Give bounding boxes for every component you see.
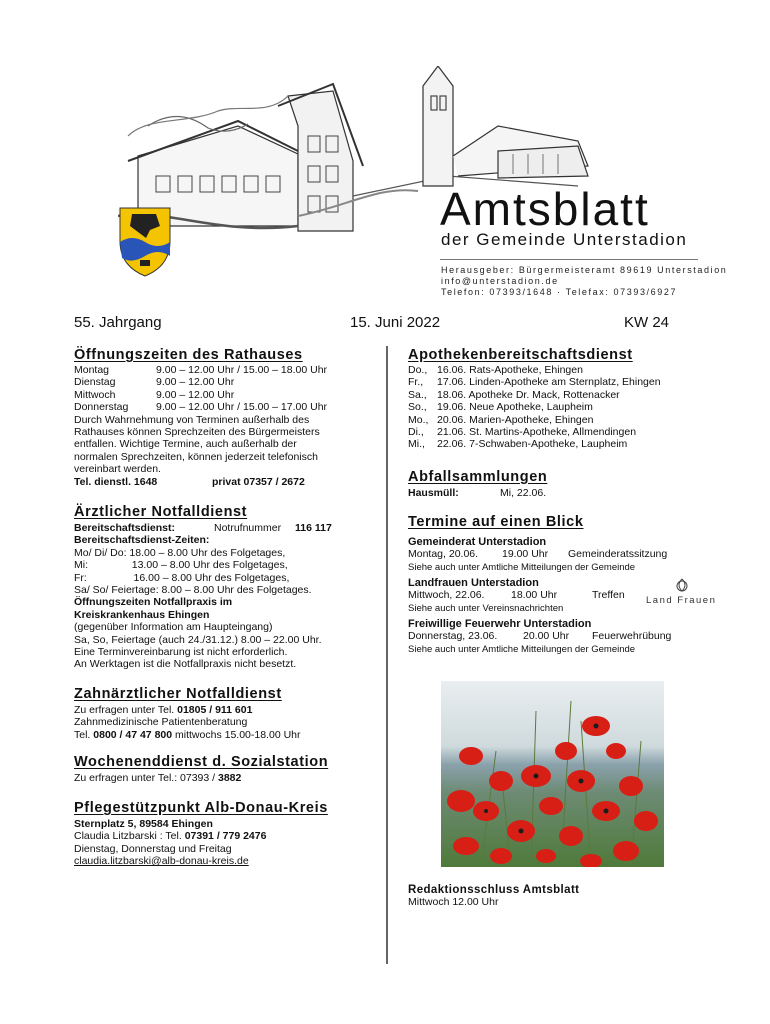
hours-day: Mittwoch	[74, 388, 116, 401]
abfall-section	[408, 469, 708, 499]
hours-row	[74, 364, 374, 376]
hours-time: 9.00 – 12.00 Uhr	[156, 388, 235, 401]
zahnarzt-heading: Zahnärztlicher Notfalldienst	[74, 686, 282, 702]
termin-date: Donnerstag, 23.06.	[408, 630, 498, 642]
termin-time: 18.00 Uhr	[511, 589, 558, 601]
apotheke-entry: 20.06. Marien-Apotheke, Ehingen	[437, 413, 594, 426]
apotheke-day: Fr.,	[408, 376, 424, 389]
termin-org: Landfrauen Unterstadion	[408, 577, 539, 589]
abfall-value: Mi, 22.06.	[500, 487, 547, 499]
hours-day: Montag	[74, 364, 110, 376]
pflege-contact-prefix: Claudia Litzbarski : Tel.	[74, 830, 182, 843]
issue-date: 15. Juni 2022	[350, 314, 441, 331]
termin-event: Treffen	[592, 589, 625, 601]
pflege-section	[74, 800, 374, 868]
hours-day: Donnerstag	[74, 401, 129, 414]
rathaus-heading: Öffnungszeiten des Rathauses	[74, 347, 303, 363]
abfall-label: Hausmüll:	[408, 487, 459, 499]
termin-group	[408, 536, 708, 573]
apotheke-row	[408, 426, 708, 438]
coat-of-arms-icon	[120, 208, 170, 276]
praxis-line: An Werktagen ist die Notfallpraxis nicht besetzt.	[74, 658, 297, 671]
email-line[interactable]: info@unterstadion.de	[441, 276, 559, 286]
sozial-number: 3882	[218, 772, 242, 784]
praxis-title-line: Kreiskrankenhaus Ehingen	[74, 608, 210, 621]
masthead-divider	[440, 259, 698, 260]
arzt-zeiten-line: Mo/ Di/ Do: 18.00 – 8.00 Uhr des Folgetages,	[74, 546, 286, 559]
termin-note: Siehe auch unter Vereinsnachrichten	[408, 603, 564, 615]
rathaus-phone-row	[74, 476, 374, 488]
arzt-zeiten-line: Sa/ So/ Feiertage: 8.00 – 8.00 Uhr des Folgetages.	[74, 584, 312, 597]
landfrauen-logo	[646, 583, 716, 606]
hours-row	[74, 401, 374, 413]
rathaus-section	[74, 347, 374, 488]
rathaus-hours	[74, 364, 374, 488]
issue-week: KW 24	[624, 314, 670, 331]
zahnarzt-number: 01805 / 911 601	[177, 704, 253, 716]
abfall-row	[408, 487, 708, 499]
termin-event: Gemeinderatssitzung	[568, 548, 668, 560]
termin-row	[408, 630, 708, 642]
masthead-subtitle: der Gemeinde Unterstadion	[441, 230, 688, 249]
arzt-zeiten-line: Fr: 16.00 – 8.00 Uhr des Folgetages,	[74, 571, 290, 584]
flower-icon	[664, 577, 700, 593]
pflege-heading: Pflegestützpunkt Alb-Donau-Kreis	[74, 800, 328, 816]
publisher-line: Herausgeber: Bürgermeisteramt 89619 Unterstadion	[441, 265, 728, 275]
pflege-contact	[74, 830, 374, 842]
zahnarzt-line	[74, 729, 374, 741]
apotheke-day: Mo.,	[408, 413, 429, 426]
rathaus-note-line: entfallen. Wichtige Termine, auch außerhalb der	[74, 438, 297, 451]
abfall-heading: Abfallsammlungen	[408, 469, 548, 485]
notruf-number: 116 117	[295, 522, 332, 534]
hours-time: 9.00 – 12.00 Uhr / 15.00 – 17.00 Uhr	[156, 401, 328, 414]
sozial-prefix: Zu erfragen unter Tel.: 07393 /	[74, 772, 216, 784]
zahnarzt-suffix: mittwochs 15.00-18.00 Uhr	[175, 728, 301, 741]
zahnarzt-line: Zahnmedizinische Patientenberatung	[74, 716, 248, 729]
hours-time: 9.00 – 12.00 Uhr	[156, 376, 235, 389]
pflege-address: Sternplatz 5, 89584 Ehingen	[74, 818, 213, 830]
termin-event: Feuerwehrübung	[592, 630, 672, 642]
praxis-line: Sa, So, Feiertage (auch 24./31.12.) 8.00 – 22.00 Uhr.	[74, 633, 322, 646]
pflege-days: Dienstag, Donnerstag und Freitag	[74, 842, 232, 855]
termin-row	[408, 548, 708, 560]
zahnarzt-line	[74, 704, 374, 716]
apotheke-entry: 17.06. Linden-Apotheke am Sternplatz, Ehingen	[437, 376, 661, 389]
arzt-heading: Ärztlicher Notfalldienst	[74, 504, 248, 520]
termine-heading: Termine auf einen Blick	[408, 514, 584, 530]
masthead-title: Amtsblatt	[440, 183, 650, 235]
tel-official: Tel. dienstl. 1648	[74, 475, 158, 488]
termin-time: 19.00 Uhr	[502, 548, 549, 560]
praxis-title-line: Öffnungszeiten Notfallpraxis im	[74, 596, 233, 609]
termin-date: Mittwoch, 22.06.	[408, 589, 485, 601]
sozial-line	[74, 772, 374, 784]
issue-volume: 55. Jahrgang	[74, 314, 162, 331]
termin-note: Siehe auch unter Amtliche Mitteilungen der Gemeinde	[408, 644, 636, 656]
apotheke-section	[408, 347, 708, 451]
apotheke-day: Mi.,	[408, 438, 425, 451]
apotheke-row	[408, 414, 708, 426]
zahnarzt-section	[74, 686, 374, 741]
apotheke-entry: 22.06. 7-Schwaben-Apotheke, Laupheim	[437, 438, 628, 451]
apotheke-row	[408, 401, 708, 413]
pflege-email-link[interactable]: claudia.litzbarski@alb-donau-kreis.de	[74, 855, 249, 868]
redaktion-heading: Redaktionsschluss Amtsblatt	[408, 884, 580, 896]
hours-row	[74, 389, 374, 401]
apotheke-row	[408, 376, 708, 388]
redaktion-section	[408, 884, 708, 908]
notruf-label: Notrufnummer	[214, 522, 282, 534]
apotheke-entry: 19.06. Neue Apotheke, Laupheim	[437, 401, 593, 414]
zahnarzt-number: 0800 / 47 47 800	[93, 728, 173, 741]
zahnarzt-prefix: Zu erfragen unter Tel.	[74, 704, 175, 716]
redaktion-line: Mittwoch 12.00 Uhr	[408, 896, 499, 908]
apotheke-entry: 21.06. St. Martins-Apotheke, Allmendingen	[437, 425, 637, 438]
rathaus-note-line: Rathauses können Sprechzeiten des Bürgermeisters	[74, 425, 320, 438]
zahnarzt-prefix: Tel.	[74, 728, 91, 741]
apotheke-heading: Apothekenbereitschaftsdienst	[408, 347, 633, 363]
apotheke-row	[408, 364, 708, 376]
apotheke-day: Sa.,	[408, 388, 427, 401]
rathaus-note-line: vereinbart werden.	[74, 463, 161, 476]
termin-date: Montag, 20.06.	[408, 548, 479, 560]
apotheke-day: So.,	[408, 401, 427, 414]
termin-note: Siehe auch unter Amtliche Mitteilungen der Gemeinde	[408, 562, 636, 574]
hours-row	[74, 376, 374, 388]
column-divider	[386, 346, 388, 964]
apotheke-entry: 16.06. Rats-Apotheke, Ehingen	[437, 364, 583, 376]
termine-section	[408, 514, 708, 530]
termin-org: Freiwillige Feuerwehr Unterstadion	[408, 618, 592, 630]
sozial-heading: Wochenenddienst d. Sozialstation	[74, 754, 329, 770]
termin-time: 20.00 Uhr	[523, 630, 570, 642]
apotheke-entry: 18.06. Apotheke Dr. Mack, Rottenacker	[437, 388, 620, 401]
tel-private: privat 07357 / 2672	[212, 475, 305, 488]
termin-group	[408, 618, 708, 655]
apotheke-day: Di.,	[408, 425, 424, 438]
hours-time: 9.00 – 12.00 Uhr / 15.00 – 18.00 Uhr	[156, 364, 328, 376]
hours-day: Dienstag	[74, 376, 116, 389]
arzt-section	[74, 504, 374, 671]
praxis-line: Eine Terminvereinbarung ist nicht erforderlich.	[74, 646, 288, 659]
apotheke-day: Do.,	[408, 364, 428, 376]
landfrauen-logo-text: Land Frauen	[646, 595, 717, 606]
arzt-zeiten-line: Mi: 13.00 – 8.00 Uhr des Folgetages,	[74, 559, 288, 572]
arzt-zeiten-label: Bereitschaftsdienst-Zeiten:	[74, 534, 210, 547]
apotheke-row	[408, 438, 708, 450]
rathaus-note-line: normalen Sprechzeiten, können jederzeit telefonisch	[74, 450, 318, 463]
bereitschaft-label: Bereitschaftsdienst:	[74, 522, 175, 534]
termin-org: Gemeinderat Unterstadion	[408, 536, 547, 548]
phone-fax-line: Telefon: 07393/1648 · Telefax: 07393/6927	[441, 287, 678, 297]
apotheke-row	[408, 389, 708, 401]
sozial-section	[74, 754, 374, 784]
arzt-bereitschaft-row	[74, 522, 374, 534]
poppy-field-photo	[441, 681, 664, 867]
praxis-line: (gegenüber Information am Haupteingang)	[74, 621, 273, 634]
pflege-contact-number: 07391 / 779 2476	[184, 830, 267, 843]
village-sketch-illustration	[118, 66, 698, 296]
rathaus-note-line: Durch Wahrnehmung von Terminen außerhalb des	[74, 413, 310, 426]
